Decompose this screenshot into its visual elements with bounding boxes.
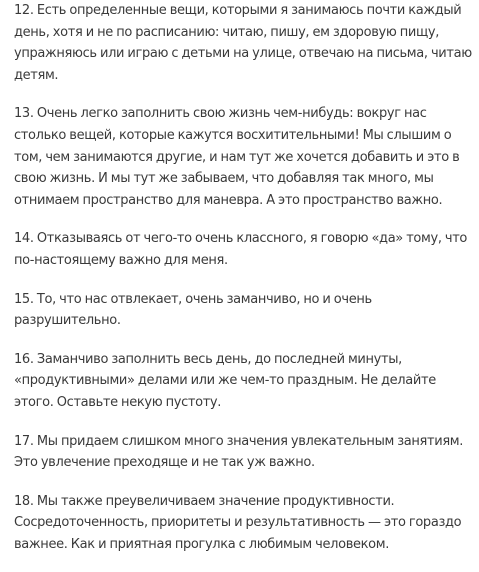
paragraph-15: 15. То, что нас отвлекает, очень заманчиво, но и очень разрушительно. (14, 291, 372, 329)
paragraph-16: 16. Заманчиво заполнить весь день, до последней минуты, «продуктивными» делами или же чем-то праздным. Не делайте этого. Оставьте некую пустоту. (14, 351, 436, 410)
paragraph-14: 14. Отказываясь от чего-то очень классного, я говорю «да» тому, что по-настоящему важно для меня. (14, 231, 468, 268)
paragraph-17: 17. Мы придаем слишком много значения увлекательным занятиям. Это увлечение преходяще и не так уж важно. (14, 433, 464, 471)
paragraph-18: 18. Мы также преувеличиваем значение продуктивности. Сосредоточенность, приоритеты и результативность — это гораздо важнее. Как и приятная прогулка с любимым человеком. (14, 493, 462, 552)
article-body (14, 0, 476, 572)
paragraph-13: 13. Очень легко заполнить свою жизнь чем-нибудь: вокруг нас столько вещей, которые кажутся восхитительными! Мы слышим о том, чем занимаются другие, и нам тут же хочется добавить и это в свою жизнь. И мы тут же забываем, что добавляя так много, мы отнимаем пространство для маневра. А это пространство важно. (14, 106, 460, 208)
paragraph-12: 12. Есть определенные вещи, которыми я занимаюсь почти каждый день, хотя и не по расписанию: читаю, пишу, ем здоровую пищу, упражняюсь или играю с детьми на улице, отвечаю на письма, читаю детям. (14, 3, 472, 83)
